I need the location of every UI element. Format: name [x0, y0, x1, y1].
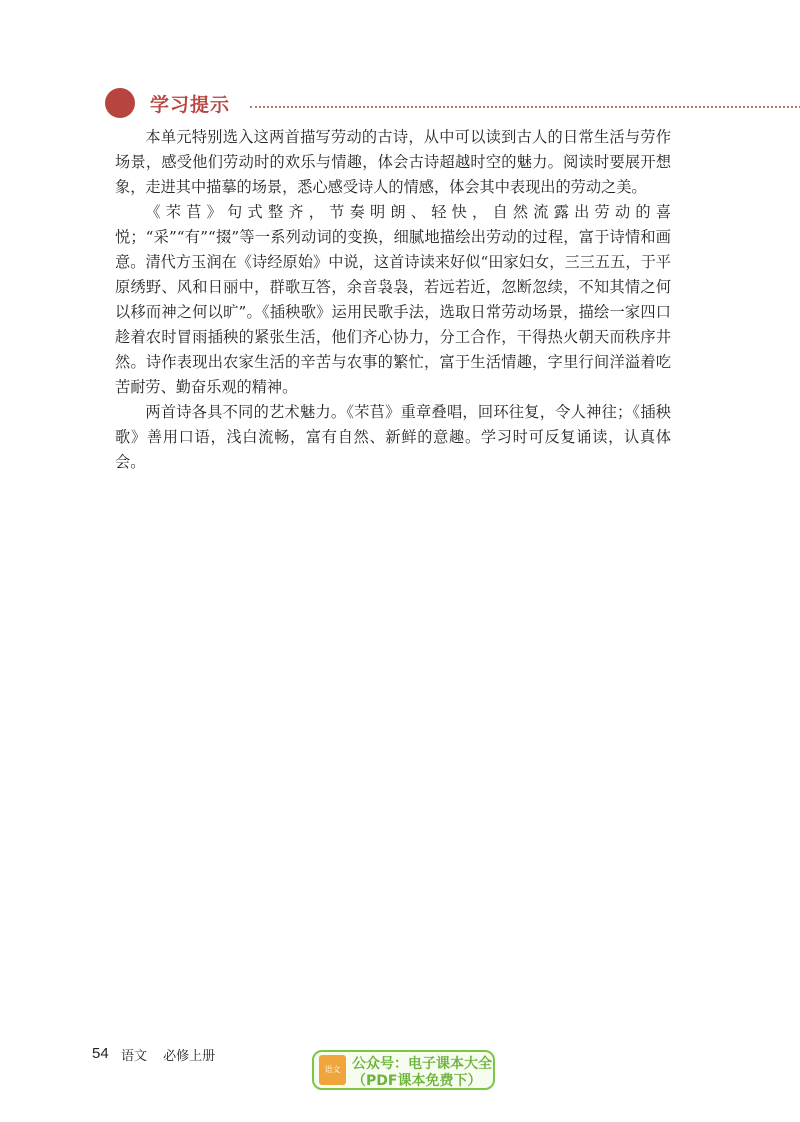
- watermark-badge: [312, 1050, 495, 1090]
- section-marker-dot: [105, 88, 135, 118]
- section-header: [105, 86, 705, 122]
- book-subject: 语文: [121, 1049, 148, 1064]
- dotted-rule: [250, 106, 800, 108]
- section-title: 学习提示: [150, 94, 231, 116]
- book-volume: 必修上册: [163, 1049, 216, 1064]
- paragraph-1: 本单元特别选入这两首描写劳动的古诗，从中可以读到古人的日常生活与劳作场景，感受他们劳动时的欢乐与情趣，体会古诗超越时空的魅力。阅读时要展开想象，走进其中描摹的场景，悉心感受诗人的情感，体会其中表现出的劳动之美。: [115, 128, 671, 196]
- watermark-line-2: （PDF课本免费下）: [352, 1073, 482, 1089]
- body-text: [115, 125, 671, 475]
- book-logo-icon: 语文: [319, 1055, 346, 1085]
- page-number: 54: [92, 1045, 109, 1062]
- paragraph-2: 《芣苢》句式整齐，节奏明朗、轻快，自然流露出劳动的喜悦；“采”“有”“掇”等一系列动词的变换，细腻地描绘出劳动的过程，富于诗情和画意。清代方玉润在《诗经原始》中说，这首诗读来好似“田家妇女，三三五五，于平原绣野、风和日丽中，群歌互答，余音袅袅，若远若近，忽断忽续，不知其情之何以移而神之何以旷”。《插秧歌》运用民歌手法，选取日常劳动场景，描绘一家四口趁着农时冒雨插秧的紧张生活，他们齐心协力，分工合作，干得热火朝天而秩序井然。诗作表现出农家生活的辛苦与农事的繁忙，富于生活情趣，字里行间洋溢着吃苦耐劳、勤奋乐观的精神。: [115, 203, 671, 396]
- book-title: [121, 1045, 227, 1064]
- paragraph-3: 两首诗各具不同的艺术魅力。《芣苢》重章叠唱，回环往复，令人神往；《插秧歌》善用口语，浅白流畅，富有自然、新鲜的意趣。学习时可反复诵读，认真体会。: [115, 403, 671, 471]
- watermark-line-1: 公众号：电子课本大全: [352, 1056, 492, 1072]
